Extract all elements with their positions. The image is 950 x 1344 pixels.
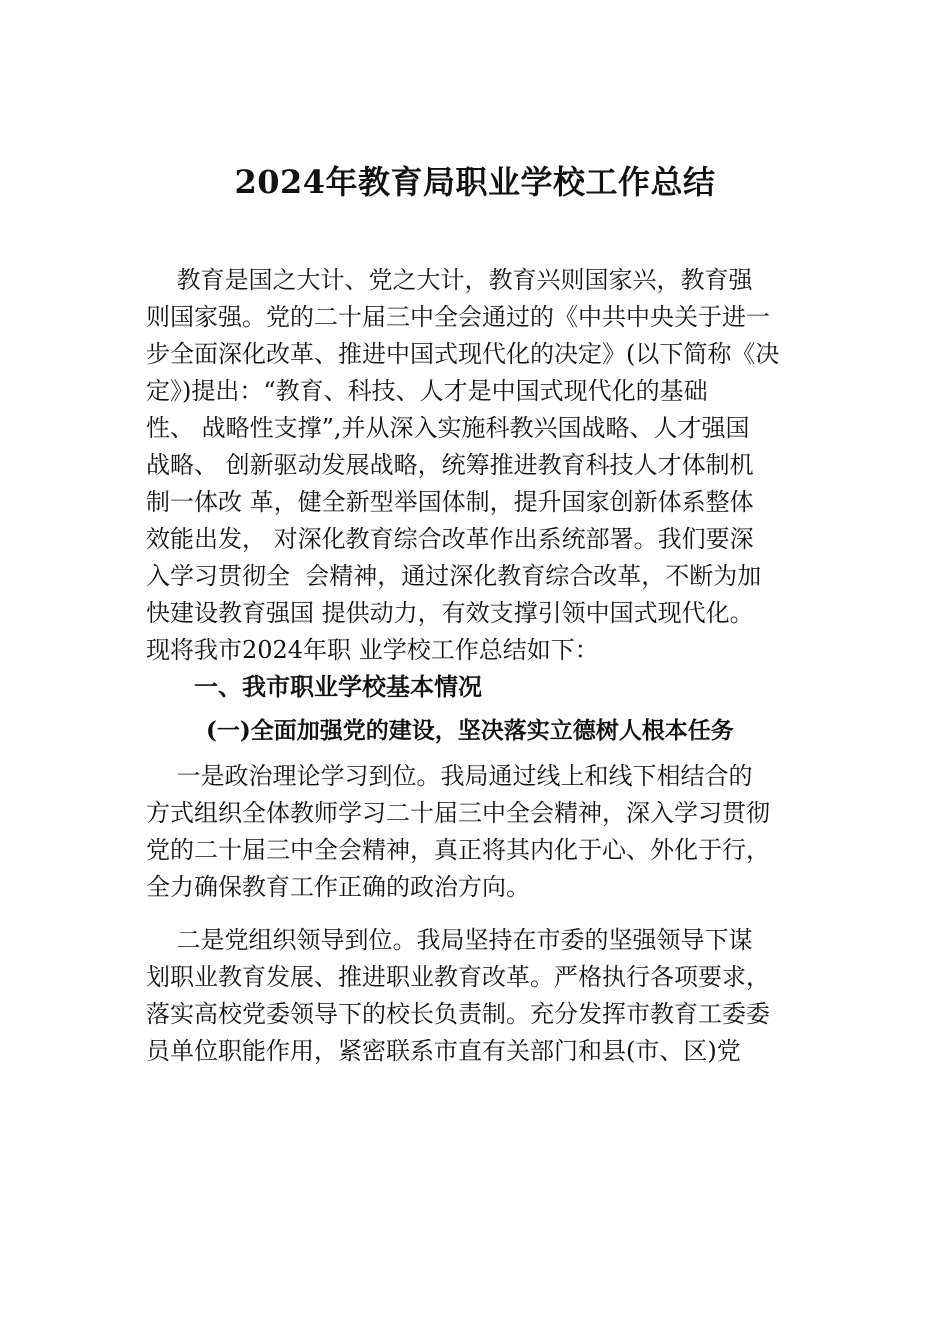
intro-line-2: 则国家强。党的二十届三中全会通过的《中共中央关于进一 (146, 303, 770, 331)
subsection-heading-1: (一)全面加强党的建设，坚决落实立德树人根本任务 (206, 717, 734, 744)
intro-line-4: 定》)提出：“教育、科技、人才是中国式现代化的基础 (146, 377, 708, 405)
intro-line-7: 制一体改 革，健全新型举国体制，提升国家创新体系整体 (146, 488, 754, 516)
para1-line-3: 党的二十届三中全会精神，真正将其内化于心、外化于行， (146, 836, 770, 864)
document-title: 2024年教育局职业学校工作总结 (234, 163, 716, 201)
para2-line-3: 落实高校党委领导下的校长负责制。充分发挥市教育工委委 (146, 1000, 770, 1028)
section-heading-1: 一、我市职业学校基本情况 (194, 672, 482, 701)
intro-line-6: 战略、 创新驱动发展战略，统筹推进教育科技人才体制机 (146, 451, 754, 479)
para2-line-4: 员单位职能作用，紧密联系市直有关部门和县(市、区)党 (146, 1037, 741, 1065)
intro-line-1: 教育是国之大计、党之大计，教育兴则国家兴，教育强 (146, 266, 753, 294)
para1-line-4: 全力确保教育工作正确的政治方向。 (146, 873, 530, 901)
intro-line-3: 步全面深化改革、推进中国式现代化的决定》(以下简称《决 (146, 340, 780, 368)
intro-line-8: 效能出发， 对深化教育综合改革作出系统部署。我们要深 (146, 525, 754, 553)
para2-line-1: 二是党组织领导到位。我局坚持在市委的坚强领导下谋 (146, 926, 753, 954)
intro-line-11: 现将我市2024年职 业学校工作总结如下： (146, 636, 599, 664)
intro-line-9: 入学习贯彻全 会精神，通过深化教育综合改革，不断为加 (146, 562, 762, 590)
para1-line-2: 方式组织全体教师学习二十届三中全会精神，深入学习贯彻 (146, 799, 770, 827)
para2-line-2: 划职业教育发展、推进职业教育改革。严格执行各项要求， (146, 963, 770, 991)
intro-line-10: 快建设教育强国 提供动力，有效支撑引领中国式现代化。 (146, 599, 754, 627)
para1-line-1: 一是政治理论学习到位。我局通过线上和线下相结合的 (146, 762, 753, 790)
intro-line-5: 性、 战略性支撑”,并从深入实施科教兴国战略、人才强国 (146, 414, 750, 442)
